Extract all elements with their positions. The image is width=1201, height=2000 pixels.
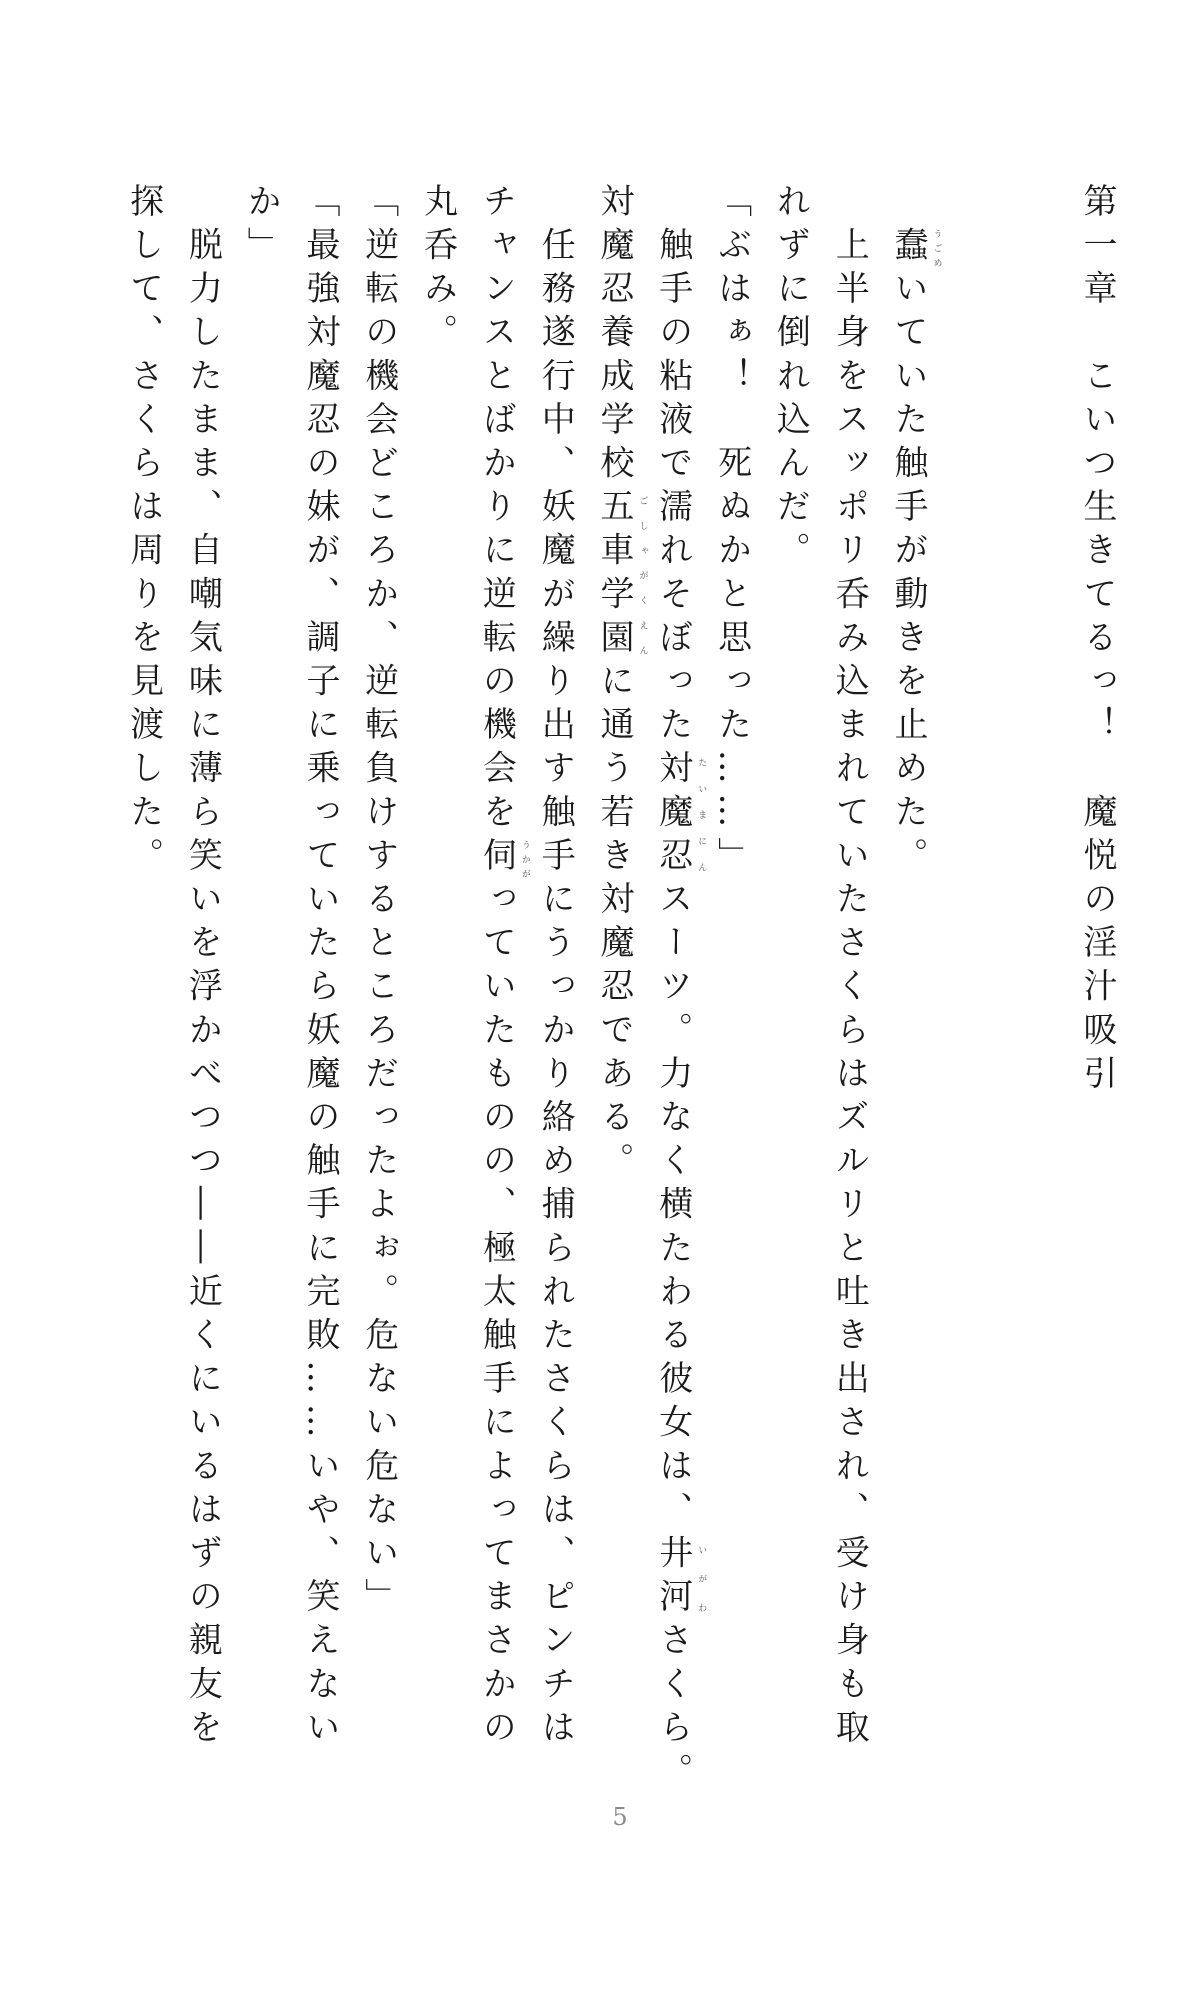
text-column [182, 183, 223, 1753]
text-segment: 対魔忍養成学校 [594, 183, 634, 489]
text-segment: スーツ。力なく横たわる彼女は、 [652, 880, 693, 1535]
text-column [711, 183, 752, 881]
text-column [123, 183, 164, 881]
text-segment: チャンスとばかりに逆転の機会を [476, 183, 517, 837]
page-number: 5 [612, 1803, 628, 1831]
text-segment: 「逆転の機会どころか、逆転負けするところだったよぉ。危ない危ない」 [358, 183, 399, 1622]
text-segment: 脱力したまま、自嘲気味に薄ら笑いを浮かべつつ――近くにいるはずの親友を [182, 183, 223, 1753]
chapter-title: 第一章 こいつ生きてるっ！ 魔悦の淫汁吸引 [1077, 183, 1117, 1099]
text-segment: か」 [241, 183, 282, 271]
ruby-base: 蠢 [888, 226, 928, 271]
text-segment: 「最強対魔忍の妹が、調子に乗っていたら妖魔の触手に完敗……いや、笑えない [300, 183, 340, 1753]
text-segment: いていた触手が動きを止めた。 [888, 270, 928, 881]
text-segment: 上半身をスッポリ呑み込まれていたさくらはズルリと吐き出され、受け身も取 [829, 183, 870, 1753]
text-segment: 「ぶはぁ！ 死ぬかと思った……」 [711, 183, 752, 881]
text-column [888, 183, 928, 881]
ruby-base: 五車学園 [594, 488, 634, 663]
text-segment: 触手の粘液で濡れそぼった [652, 183, 693, 750]
text-column [829, 183, 870, 1753]
text-column [358, 183, 399, 1622]
text-segment: れずに倒れ込んだ。 [770, 183, 811, 576]
text-column [417, 183, 458, 358]
ruby-reading: ごしゃがくえん [637, 496, 648, 671]
text-column [652, 183, 693, 1797]
text-segment: 丸呑み。 [417, 183, 458, 358]
ruby-reading: うごめ [931, 229, 942, 273]
ruby-base: 井河 [652, 1534, 693, 1622]
text-segment: っていたものの、極太触手によってまさかの [476, 880, 517, 1753]
text-segment: さくら。 [652, 1621, 693, 1797]
text-segment: に通う若き対魔忍である。 [594, 662, 634, 1186]
text-column [476, 183, 517, 1753]
text-column [535, 183, 576, 1753]
text-column [594, 183, 634, 1186]
text-segment [888, 183, 928, 227]
text-segment: 探して、さくらは周りを見渡した。 [123, 183, 164, 881]
ruby-base: 対魔忍 [652, 749, 693, 881]
ruby-reading: いがわ [696, 1544, 707, 1632]
text-column [300, 183, 340, 1753]
ruby-reading: たいまにん [696, 758, 707, 890]
text-segment: 任務遂行中、妖魔が繰り出す触手にうっかり絡め捕られたさくらは、ピンチは [535, 183, 576, 1753]
text-column [241, 183, 282, 271]
ruby-reading: うかが [519, 839, 530, 884]
ruby-base: 伺 [476, 837, 517, 881]
text-column [770, 183, 811, 576]
